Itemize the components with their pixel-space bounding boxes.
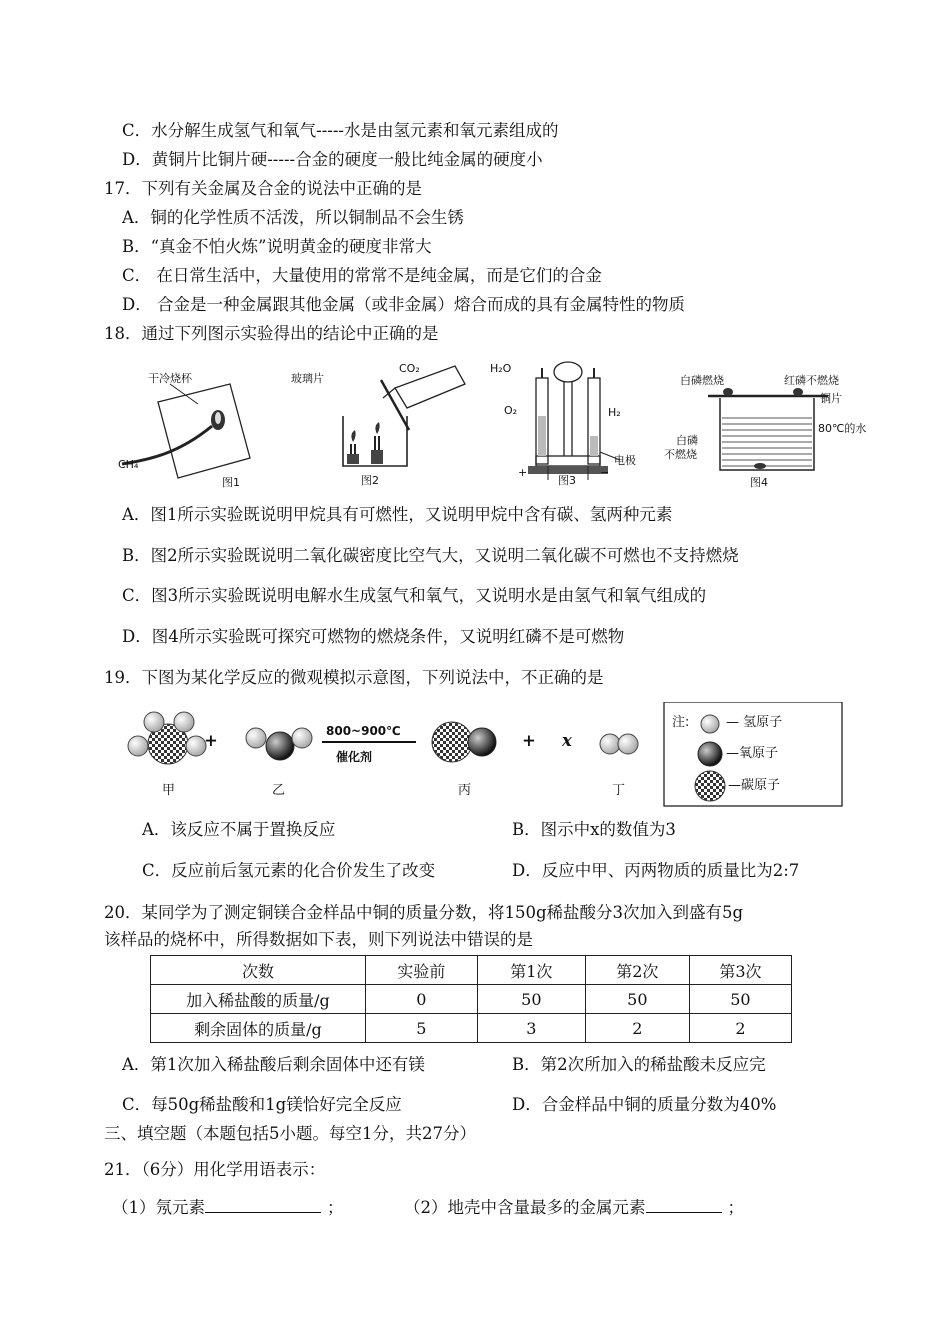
q21-part-1-label: （1）氖元素 <box>112 1198 205 1217</box>
table-header-cell: 次数 <box>151 956 366 985</box>
q17-option-a: A．铜的化学性质不活泼，所以铜制品不会生锈 <box>122 208 464 227</box>
table-row <box>151 1014 792 1043</box>
table-cell: 0 <box>365 985 477 1014</box>
reaction-condition-top: 800~900℃ <box>326 724 401 738</box>
q21-part-1 <box>112 1195 344 1219</box>
table-cell: 加入稀盐酸的质量/g <box>151 985 366 1014</box>
q19-stem: 19．下图为某化学反应的微观模拟示意图，下列说法中，不正确的是 <box>104 668 604 687</box>
q17-option-d: D． 合金是一种金属跟其他金属（或非金属）熔合而成的具有金属特性的物质 <box>122 295 685 314</box>
table-cell: 3 <box>477 1014 585 1043</box>
q16-option-c: C．水分解生成氢气和氧气-----水是由氢元素和氧元素组成的 <box>122 121 559 140</box>
q21-stem: 21．（6分）用化学用语表示： <box>104 1160 326 1179</box>
legend-oxygen: —氧原子 <box>726 746 779 761</box>
fig4-caption: 图4 <box>750 476 768 489</box>
legend-title: 注: <box>672 715 690 730</box>
legend-carbon: —碳原子 <box>728 778 781 793</box>
table-cell: 50 <box>585 985 689 1014</box>
fig3-left-gas: O₂ <box>504 404 518 417</box>
fig3-plus: + <box>518 466 528 479</box>
q20-option-d: D．合金样品中铜的质量分数为40% <box>512 1095 777 1114</box>
q20-stem-2: 该样品的烧杯中，所得数据如下表，则下列说法中错误的是 <box>104 930 533 949</box>
table-header-cell: 第3次 <box>689 956 791 985</box>
table-row <box>151 985 792 1014</box>
fig2-glass-label: 玻璃片 <box>291 372 324 385</box>
table-header-cell: 第1次 <box>477 956 585 985</box>
q17-stem: 17．下列有关金属及合金的说法中正确的是 <box>104 179 422 198</box>
fig2-caption: 图2 <box>361 474 379 487</box>
q19-option-a: A．该反应不属于置换反应 <box>142 820 336 839</box>
data-table <box>150 955 792 1043</box>
q19-option-c: C．反应前后氢元素的化合价发生了改变 <box>142 861 436 880</box>
q21-part-1-answer-blank[interactable] <box>205 1195 321 1213</box>
table-header-row <box>151 956 792 985</box>
fig4-water: 80℃的水 <box>818 422 867 435</box>
q17-option-b: B．“真金不怕火炼”说明黄金的硬度非常大 <box>122 237 432 256</box>
fig1-beaker-label: 干冷烧杯 <box>148 372 192 385</box>
reaction-diagram <box>116 702 846 810</box>
q21-part-2-semicolon: ； <box>727 1198 744 1217</box>
section-3-heading: 三、填空题（本题包括5小题。每空1分，共27分） <box>104 1124 476 1143</box>
fig4-red-no: 红磷不燃烧 <box>784 374 839 387</box>
table-cell: 剩余固体的质量/g <box>151 1014 366 1043</box>
figure-2 <box>285 358 470 494</box>
q21-part-2-answer-blank[interactable] <box>646 1195 722 1213</box>
figure-4 <box>650 362 870 494</box>
reaction-condition-bottom: 催化剂 <box>336 750 373 764</box>
q19-option-d: D．反应中甲、丙两物质的质量比为2:7 <box>512 861 800 880</box>
reaction-plus-2: + <box>522 731 536 750</box>
fig2-gas-label: CO₂ <box>399 362 420 375</box>
fig4-white-no-2: 不燃烧 <box>664 448 697 461</box>
fig3-right-gas: H₂ <box>608 406 621 419</box>
reaction-x: x <box>562 731 572 750</box>
q21-part-2-label: （2）地壳中含量最多的金属元素 <box>404 1198 646 1217</box>
label-bing: 丙 <box>458 783 472 798</box>
table-cell: 2 <box>585 1014 689 1043</box>
q18-option-a: A．图1所示实验既说明甲烷具有可燃性，又说明甲烷中含有碳、氢两种元素 <box>122 505 673 524</box>
table-cell: 5 <box>365 1014 477 1043</box>
q20-option-c: C．每50g稀盐酸和1g镁恰好完全反应 <box>122 1095 402 1114</box>
fig3-electrode-label: 电极 <box>614 454 636 467</box>
figure-3 <box>488 356 648 494</box>
label-yi: 乙 <box>272 783 286 798</box>
q18-option-b: B．图2所示实验既说明二氧化碳密度比空气大，又说明二氧化碳不可燃也不支持燃烧 <box>122 546 739 565</box>
fig4-white-burn: 白磷燃烧 <box>680 374 724 387</box>
table-cell: 50 <box>477 985 585 1014</box>
q21-part-1-semicolon: ； <box>327 1198 344 1217</box>
fig3-water-label: H₂O <box>490 362 512 375</box>
legend-hydrogen: — 氢原子 <box>726 715 783 730</box>
table-header-cell: 实验前 <box>365 956 477 985</box>
q19-option-b: B．图示中x的数值为3 <box>512 820 676 839</box>
table-header-cell: 第2次 <box>585 956 689 985</box>
fig3-caption: 图3 <box>558 474 576 487</box>
table-cell: 2 <box>689 1014 791 1043</box>
q20-option-a: A．第1次加入稀盐酸后剩余固体中还有镁 <box>122 1055 425 1074</box>
q17-option-c: C． 在日常生活中，大量使用的常常不是纯金属，而是它们的合金 <box>122 266 602 285</box>
q18-option-c: C．图3所示实验既说明电解水生成氢气和氧气，又说明水是由氢气和氧气组成的 <box>122 586 707 605</box>
label-ding: 丁 <box>612 783 626 798</box>
q18-option-d: D．图4所示实验既可探究可燃物的燃烧条件，又说明红磷不是可燃物 <box>122 627 625 646</box>
fig1-caption: 图1 <box>222 476 240 489</box>
figure-1 <box>118 362 268 494</box>
table-cell: 50 <box>689 985 791 1014</box>
fig1-gas-label: CH₄ <box>118 458 139 471</box>
fig4-copper: 铜片 <box>820 392 842 405</box>
q20-stem-1: 20．某同学为了测定铜镁合金样品中铜的质量分数，将150g稀盐酸分3次加入到盛有5g <box>104 903 744 922</box>
q21-part-2 <box>404 1195 744 1219</box>
fig4-white-no-1: 白磷 <box>676 434 698 447</box>
label-jia: 甲 <box>162 783 176 798</box>
q18-stem: 18．通过下列图示实验得出的结论中正确的是 <box>104 324 439 343</box>
fig3-minus: − <box>600 466 610 479</box>
q16-option-d: D．黄铜片比铜片硬-----合金的硬度一般比纯金属的硬度小 <box>122 150 543 169</box>
q20-option-b: B．第2次所加入的稀盐酸未反应完 <box>512 1055 766 1074</box>
reaction-plus-1: + <box>204 731 218 750</box>
